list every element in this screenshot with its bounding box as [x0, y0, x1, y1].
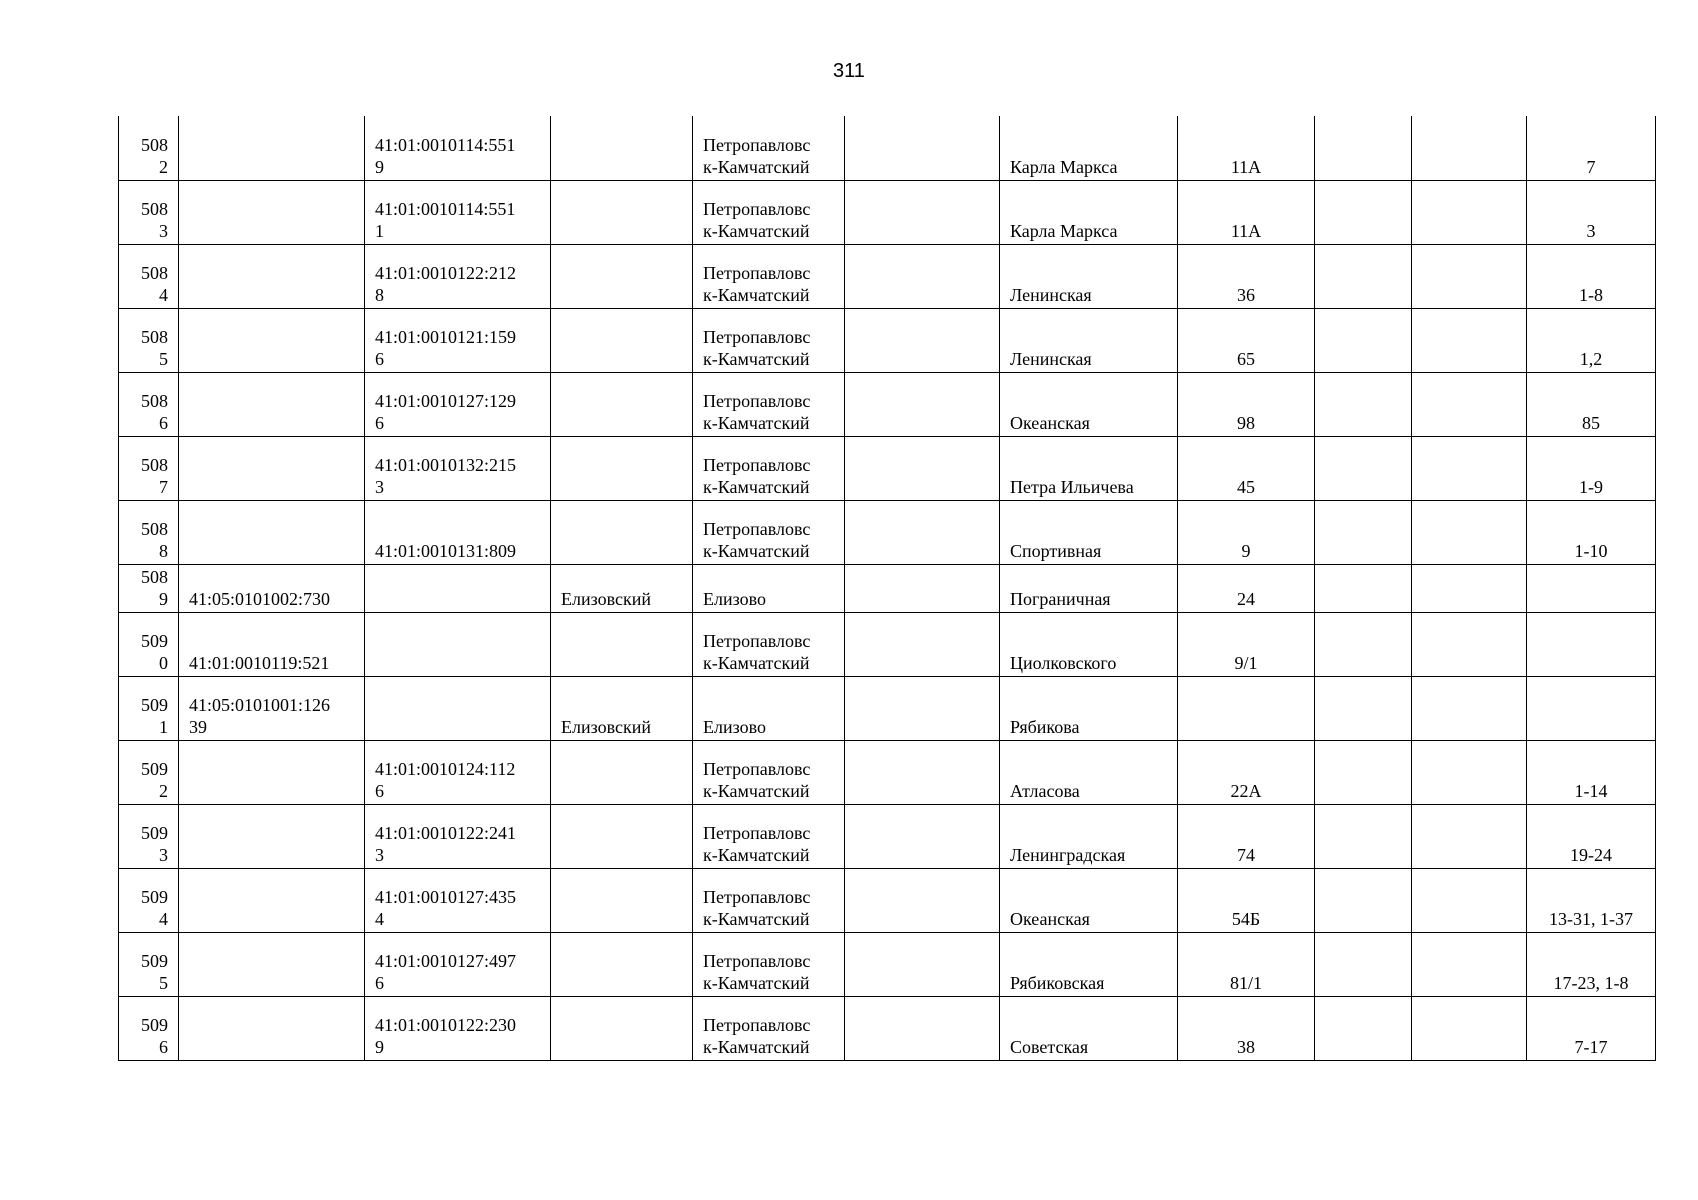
- house-number-cell: 81/1: [1178, 932, 1315, 996]
- apartments-cell: 1,2: [1527, 308, 1656, 372]
- cadastral-number-1-cell: [179, 180, 365, 244]
- empty-cell: [1315, 244, 1412, 308]
- apartments-cell: 7-17: [1527, 996, 1656, 1060]
- apartments-cell: [1527, 676, 1656, 740]
- cadastral-number-2-cell: [365, 564, 551, 612]
- empty-cell: [845, 676, 1000, 740]
- empty-cell: [1412, 804, 1527, 868]
- cadastral-number-1-cell: 41:05:0101002:730: [179, 564, 365, 612]
- house-number-cell: 11А: [1178, 180, 1315, 244]
- empty-cell: [845, 244, 1000, 308]
- cadastral-number-1-cell: [179, 244, 365, 308]
- cadastral-number-2-cell: 41:01:0010127:497 6: [365, 932, 551, 996]
- empty-cell: [1315, 740, 1412, 804]
- row-number-cell: 508 6: [119, 372, 179, 436]
- empty-cell: [1315, 932, 1412, 996]
- house-number-cell: 9: [1178, 500, 1315, 564]
- page-number: 311: [833, 60, 865, 82]
- table-row: [119, 868, 1656, 932]
- settlement-cell: Петропавловс к-Камчатский: [693, 612, 845, 676]
- apartments-cell: 85: [1527, 372, 1656, 436]
- cadastral-number-1-cell: [179, 804, 365, 868]
- row-number-cell: 508 8: [119, 500, 179, 564]
- cadastral-number-1-cell: [179, 996, 365, 1060]
- cadastral-number-1-cell: [179, 868, 365, 932]
- empty-cell: [1412, 116, 1527, 180]
- empty-cell: [1412, 180, 1527, 244]
- cadastral-number-2-cell: 41:01:0010132:215 3: [365, 436, 551, 500]
- settlement-cell: Петропавловс к-Камчатский: [693, 180, 845, 244]
- empty-cell: [1412, 868, 1527, 932]
- cadastral-number-2-cell: 41:01:0010122:212 8: [365, 244, 551, 308]
- cadastral-number-2-cell: [365, 676, 551, 740]
- empty-cell: [845, 308, 1000, 372]
- cadastral-number-2-cell: 41:01:0010122:230 9: [365, 996, 551, 1060]
- district-cell: [551, 996, 693, 1060]
- empty-cell: [845, 116, 1000, 180]
- street-cell: Пограничная: [1000, 564, 1178, 612]
- table-row: [119, 804, 1656, 868]
- empty-cell: [1315, 116, 1412, 180]
- street-cell: Океанская: [1000, 372, 1178, 436]
- empty-cell: [1412, 500, 1527, 564]
- empty-cell: [845, 436, 1000, 500]
- street-cell: Карла Маркса: [1000, 180, 1178, 244]
- district-cell: [551, 932, 693, 996]
- empty-cell: [1412, 436, 1527, 500]
- cadastral-number-2-cell: 41:01:0010127:129 6: [365, 372, 551, 436]
- table-row: [119, 436, 1656, 500]
- district-cell: [551, 244, 693, 308]
- table-row: [119, 996, 1656, 1060]
- apartments-cell: 1-10: [1527, 500, 1656, 564]
- district-cell: [551, 180, 693, 244]
- apartments-cell: 13-31, 1-37: [1527, 868, 1656, 932]
- empty-cell: [1315, 996, 1412, 1060]
- empty-cell: [845, 612, 1000, 676]
- empty-cell: [1412, 612, 1527, 676]
- settlement-cell: Петропавловс к-Камчатский: [693, 804, 845, 868]
- district-cell: [551, 308, 693, 372]
- apartments-cell: 17-23, 1-8: [1527, 932, 1656, 996]
- empty-cell: [1315, 676, 1412, 740]
- district-cell: [551, 868, 693, 932]
- row-number-cell: 508 4: [119, 244, 179, 308]
- apartments-cell: 1-9: [1527, 436, 1656, 500]
- cadastral-number-2-cell: 41:01:0010122:241 3: [365, 804, 551, 868]
- street-cell: Океанская: [1000, 868, 1178, 932]
- cadastral-number-1-cell: [179, 116, 365, 180]
- house-number-cell: 98: [1178, 372, 1315, 436]
- cadastral-number-2-cell: 41:01:0010114:551 9: [365, 116, 551, 180]
- apartments-cell: 19-24: [1527, 804, 1656, 868]
- district-cell: [551, 740, 693, 804]
- empty-cell: [1412, 372, 1527, 436]
- street-cell: Петра Ильичева: [1000, 436, 1178, 500]
- settlement-cell: Петропавловс к-Камчатский: [693, 932, 845, 996]
- house-number-cell: 38: [1178, 996, 1315, 1060]
- house-number-cell: 11А: [1178, 116, 1315, 180]
- street-cell: Ленинская: [1000, 244, 1178, 308]
- empty-cell: [1315, 436, 1412, 500]
- row-number-cell: 508 9: [119, 564, 179, 612]
- cadastral-number-2-cell: 41:01:0010131:809: [365, 500, 551, 564]
- row-number-cell: 508 3: [119, 180, 179, 244]
- table-row: [119, 500, 1656, 564]
- table-row: [119, 116, 1656, 180]
- table-row: [119, 740, 1656, 804]
- empty-cell: [845, 372, 1000, 436]
- row-number-cell: 509 5: [119, 932, 179, 996]
- empty-cell: [845, 868, 1000, 932]
- settlement-cell: Петропавловс к-Камчатский: [693, 868, 845, 932]
- table-row: [119, 676, 1656, 740]
- row-number-cell: 509 0: [119, 612, 179, 676]
- empty-cell: [1412, 932, 1527, 996]
- cadastral-number-1-cell: [179, 932, 365, 996]
- settlement-cell: Елизово: [693, 676, 845, 740]
- row-number-cell: 509 3: [119, 804, 179, 868]
- empty-cell: [1315, 180, 1412, 244]
- cadastral-number-1-cell: [179, 436, 365, 500]
- street-cell: Ленинская: [1000, 308, 1178, 372]
- cadastral-number-2-cell: 41:01:0010121:159 6: [365, 308, 551, 372]
- empty-cell: [1412, 996, 1527, 1060]
- apartments-cell: [1527, 564, 1656, 612]
- empty-cell: [845, 740, 1000, 804]
- house-number-cell: 24: [1178, 564, 1315, 612]
- table-row: [119, 372, 1656, 436]
- empty-cell: [1315, 564, 1412, 612]
- house-number-cell: 54Б: [1178, 868, 1315, 932]
- settlement-cell: Петропавловс к-Камчатский: [693, 436, 845, 500]
- cadastral-number-1-cell: [179, 308, 365, 372]
- cadastral-number-1-cell: 41:01:0010119:521: [179, 612, 365, 676]
- table-row: [119, 612, 1656, 676]
- row-number-cell: 508 2: [119, 116, 179, 180]
- empty-cell: [1315, 500, 1412, 564]
- apartments-cell: 3: [1527, 180, 1656, 244]
- table-row: [119, 932, 1656, 996]
- table-body: [119, 116, 1656, 1060]
- table-row: [119, 180, 1656, 244]
- apartments-cell: 7: [1527, 116, 1656, 180]
- row-number-cell: 509 2: [119, 740, 179, 804]
- empty-cell: [1315, 868, 1412, 932]
- cadastral-number-2-cell: [365, 612, 551, 676]
- row-number-cell: 509 1: [119, 676, 179, 740]
- cadastral-number-1-cell: [179, 372, 365, 436]
- empty-cell: [1412, 308, 1527, 372]
- table-row: [119, 564, 1656, 612]
- empty-cell: [845, 804, 1000, 868]
- empty-cell: [1315, 372, 1412, 436]
- empty-cell: [845, 996, 1000, 1060]
- district-cell: [551, 436, 693, 500]
- settlement-cell: Петропавловс к-Камчатский: [693, 116, 845, 180]
- house-number-cell: 65: [1178, 308, 1315, 372]
- empty-cell: [1315, 804, 1412, 868]
- registry-table: [118, 116, 1656, 1061]
- empty-cell: [845, 180, 1000, 244]
- district-cell: [551, 372, 693, 436]
- empty-cell: [845, 932, 1000, 996]
- row-number-cell: 508 7: [119, 436, 179, 500]
- street-cell: Спортивная: [1000, 500, 1178, 564]
- row-number-cell: 509 6: [119, 996, 179, 1060]
- street-cell: Атласова: [1000, 740, 1178, 804]
- empty-cell: [1315, 308, 1412, 372]
- settlement-cell: Петропавловс к-Камчатский: [693, 308, 845, 372]
- apartments-cell: 1-14: [1527, 740, 1656, 804]
- house-number-cell: 9/1: [1178, 612, 1315, 676]
- settlement-cell: Петропавловс к-Камчатский: [693, 740, 845, 804]
- street-cell: Рябикова: [1000, 676, 1178, 740]
- house-number-cell: 45: [1178, 436, 1315, 500]
- settlement-cell: Елизово: [693, 564, 845, 612]
- cadastral-number-2-cell: 41:01:0010114:551 1: [365, 180, 551, 244]
- district-cell: [551, 116, 693, 180]
- street-cell: Ленинградская: [1000, 804, 1178, 868]
- house-number-cell: 36: [1178, 244, 1315, 308]
- cadastral-number-2-cell: 41:01:0010127:435 4: [365, 868, 551, 932]
- cadastral-number-1-cell: 41:05:0101001:126 39: [179, 676, 365, 740]
- empty-cell: [1412, 676, 1527, 740]
- empty-cell: [1412, 564, 1527, 612]
- district-cell: Елизовский: [551, 564, 693, 612]
- empty-cell: [845, 500, 1000, 564]
- house-number-cell: [1178, 676, 1315, 740]
- settlement-cell: Петропавловс к-Камчатский: [693, 372, 845, 436]
- district-cell: [551, 804, 693, 868]
- street-cell: Рябиковская: [1000, 932, 1178, 996]
- district-cell: [551, 500, 693, 564]
- table-row: [119, 308, 1656, 372]
- apartments-cell: [1527, 612, 1656, 676]
- row-number-cell: 508 5: [119, 308, 179, 372]
- cadastral-number-1-cell: [179, 500, 365, 564]
- district-cell: Елизовский: [551, 676, 693, 740]
- apartments-cell: 1-8: [1527, 244, 1656, 308]
- street-cell: Советская: [1000, 996, 1178, 1060]
- settlement-cell: Петропавловс к-Камчатский: [693, 500, 845, 564]
- settlement-cell: Петропавловс к-Камчатский: [693, 996, 845, 1060]
- street-cell: Карла Маркса: [1000, 116, 1178, 180]
- street-cell: Циолковского: [1000, 612, 1178, 676]
- empty-cell: [1412, 740, 1527, 804]
- house-number-cell: 22А: [1178, 740, 1315, 804]
- cadastral-number-2-cell: 41:01:0010124:112 6: [365, 740, 551, 804]
- empty-cell: [1412, 244, 1527, 308]
- settlement-cell: Петропавловс к-Камчатский: [693, 244, 845, 308]
- cadastral-number-1-cell: [179, 740, 365, 804]
- empty-cell: [1315, 612, 1412, 676]
- row-number-cell: 509 4: [119, 868, 179, 932]
- empty-cell: [845, 564, 1000, 612]
- house-number-cell: 74: [1178, 804, 1315, 868]
- table-row: [119, 244, 1656, 308]
- district-cell: [551, 612, 693, 676]
